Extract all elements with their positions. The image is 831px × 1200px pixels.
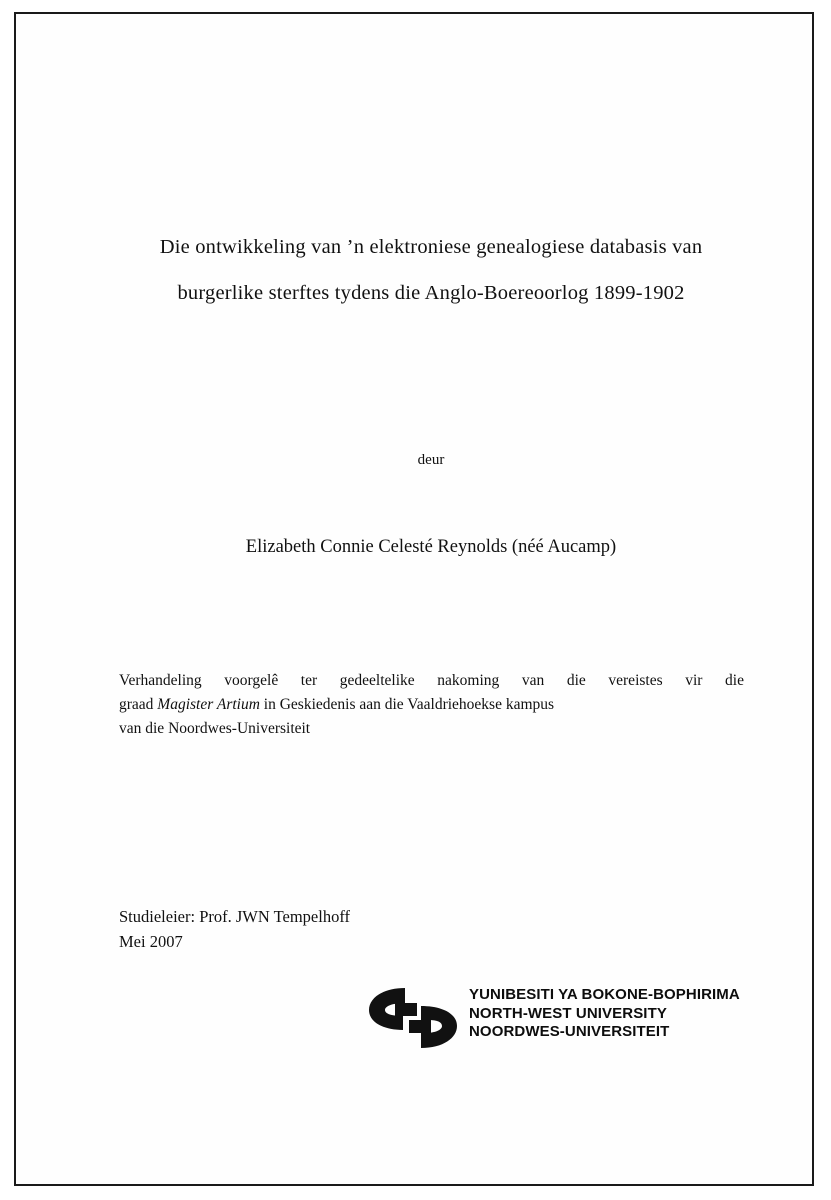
author-name: Elizabeth Connie Celesté Reynolds (néé Aucamp) — [245, 537, 617, 557]
page-title — [111, 224, 751, 316]
degree-statement-line-3: van die Noordwes-Universiteit — [119, 720, 311, 737]
university-logo-text — [469, 986, 740, 1042]
by-label: deur — [417, 452, 445, 468]
degree-statement-line-2-post: in Geskiedenis aan die Vaaldriehoekse kampus — [259, 696, 555, 713]
degree-statement — [119, 669, 744, 741]
nwu-monogram-icon — [365, 984, 461, 1052]
date-line: Mei 2007 — [119, 932, 183, 951]
degree-statement-line-2-pre: graad — [119, 696, 158, 713]
title-line-1: Die ontwikkeling van ’n elektroniese genealogiese databasis van — [159, 236, 703, 258]
degree-statement-line-2 — [119, 693, 744, 717]
university-logo — [261, 982, 740, 1062]
scan-border — [14, 12, 814, 1186]
logo-line-3: NOORDWES-UNIVERSITEIT — [469, 1023, 670, 1040]
degree-name: Magister Artium — [157, 696, 260, 713]
title-page-content — [111, 54, 751, 1164]
logo-line-1: YUNIBESITI YA BOKONE-BOPHIRIMA — [469, 986, 740, 1003]
supervisor-line: Studieleier: Prof. JWN Tempelhoff — [119, 907, 351, 926]
title-line-2: burgerlike sterftes tydens die Anglo-Boereoorlog 1899-1902 — [177, 282, 685, 304]
supervisor-block — [119, 904, 599, 954]
degree-statement-line-1: Verhandeling voorgelê ter gedeeltelike nakoming van die vereistes vir die — [119, 672, 744, 689]
logo-line-2: NORTH-WEST UNIVERSITY — [469, 1004, 667, 1022]
